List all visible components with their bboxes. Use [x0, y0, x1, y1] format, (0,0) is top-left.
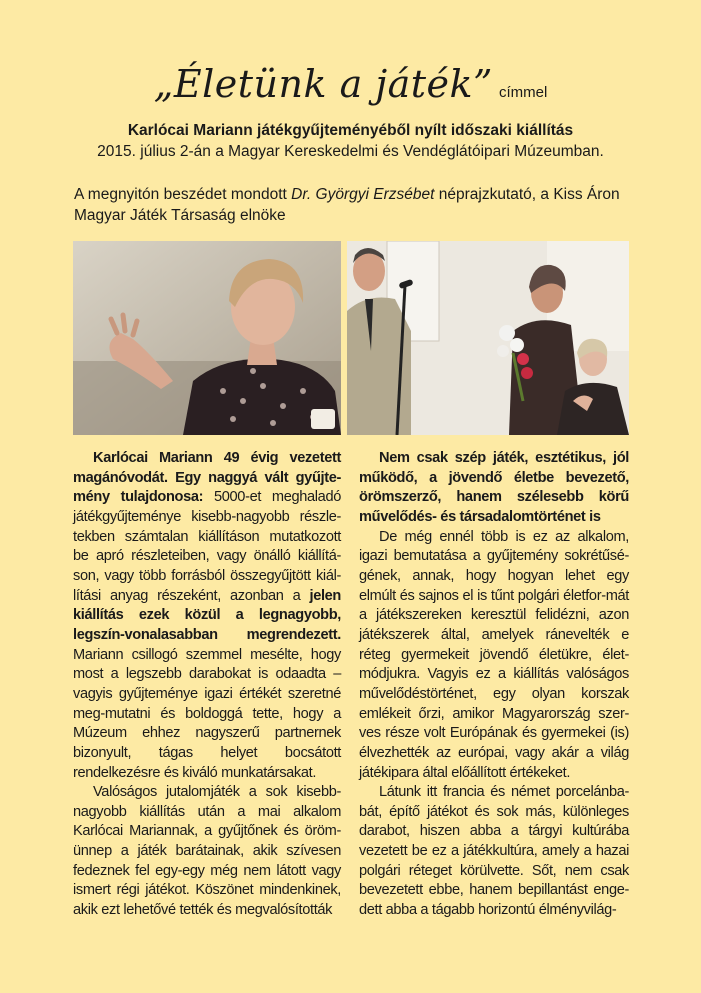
intro-text-before: A megnyitón beszédet mondott: [74, 186, 292, 203]
article-title: „Életünk a játék”: [153, 62, 493, 106]
right-paragraph-2: Látunk itt francia és német porcelánba-bát, építő játékot és sok más, különleges darabot, hiszen abba a tárgyi kultúrába vezetett be ez a játékkultúra, amely a hazai polgári réteget körülvette. Sőt, nem csak bevezetett ebbe, hanem bepillantást enge-dett abba a tágabb horizontú élményvilág-: [359, 784, 629, 919]
left-p1-bold-lead: Karlócai Mariann 49 évig vezetett magánóvodát. Egy naggyá vált gyűjte-mény tulajdonosa:: [73, 450, 341, 506]
intro-paragraph: [74, 184, 634, 226]
intro-text-after: néprajzkutató, a Kiss Áron Magyar Játék Társaság elnöke: [74, 186, 620, 224]
subtitle-bold: Karlócai Mariann játékgyűjteményéből nyílt időszaki kiállítás: [127, 122, 574, 139]
left-p1-text-b: Mariann csillogó szemmel mesélte, hogy most a legszebb darabokat is odaadta – vagyis gyűjteménye igazi értékét szeretné meg-mutatni és boldoggá tette, hogy a Múzeum ehhez nagyszerű partnernek bizonyult, tágas helyet bocsátott rendelkezésre és kiváló munkatársakat.: [73, 646, 341, 781]
photo-speaker-illustration: [73, 241, 341, 435]
right-column: [359, 449, 629, 921]
speaker-name: Dr. Györgyi Erzsébet: [291, 186, 435, 203]
title-suffix: címmel: [498, 84, 548, 101]
photo-speaker: [73, 241, 341, 435]
right-heading-text: Nem csak szép játék, esztétikus, jól működő, a jövendő életbe bevezető, örömszerző, hanem szélesebb körű művelődés- és társadalomtörténet is: [359, 450, 629, 525]
left-paragraph-1: [73, 449, 341, 783]
article-title-row: [0, 62, 701, 106]
subtitle: 2015. július 2-án a Magyar Kereskedelmi és Vendéglátóipari Múzeumban.: [97, 143, 604, 160]
left-column: [73, 449, 341, 921]
left-p1-text-a: 5000-et meghaladó játékgyűjteménye kisebb-nagyobb részle-tekben számtalan kiállításon mutatkozott be apró részleteiben, vagy önálló kiállítá-son, vagy több forrásból összegyűjtött kiál-lítási anyag részeként, azonban a: [73, 489, 341, 604]
right-heading: [359, 449, 629, 528]
photo-ceremony-illustration: [347, 241, 629, 435]
left-p1-bold-highlight: jelen kiállítás ezek közül a legnagyobb, legszín-vonalasabban megrendezett.: [73, 587, 341, 643]
right-paragraph-1: De még ennél több is ez az alkalom, igazi bemutatása a gyűjtemény sokrétűsé-gének, annak, hogy hogyan lehet egy elmúlt és sajnos el is tűnt polgári életfor-mát a játékszereken keresztül felidézni, azon játékszerek által, amelyek ránevelték e réteg gyermekeit jövendő életükre, élet-módjukra. Vagyis ez a kiállítás valóságos művelődéstörténet, egy olyan korszak emlékeit őrzi, amikor Magyarország szer-ves része volt Európának és gyermekei (is) élvezhették az európai, vagy akár a világ játékipara által előállított értékeket.: [359, 528, 629, 781]
left-paragraph-2: Valóságos jutalomjáték a sok kisebb-nagyobb kiállítás után a mai alkalom Karlócai Mariannak, a gyűjtőnek és öröm-ünnep a játék barátainak, akik szívesen fedeznek fel egy-egy még nem látott vagy ismert régi játékot. Köszönet mindenkinek, akik ezt lehetővé tették és megvalósították: [73, 784, 341, 919]
photo-opening-ceremony: [347, 241, 629, 435]
